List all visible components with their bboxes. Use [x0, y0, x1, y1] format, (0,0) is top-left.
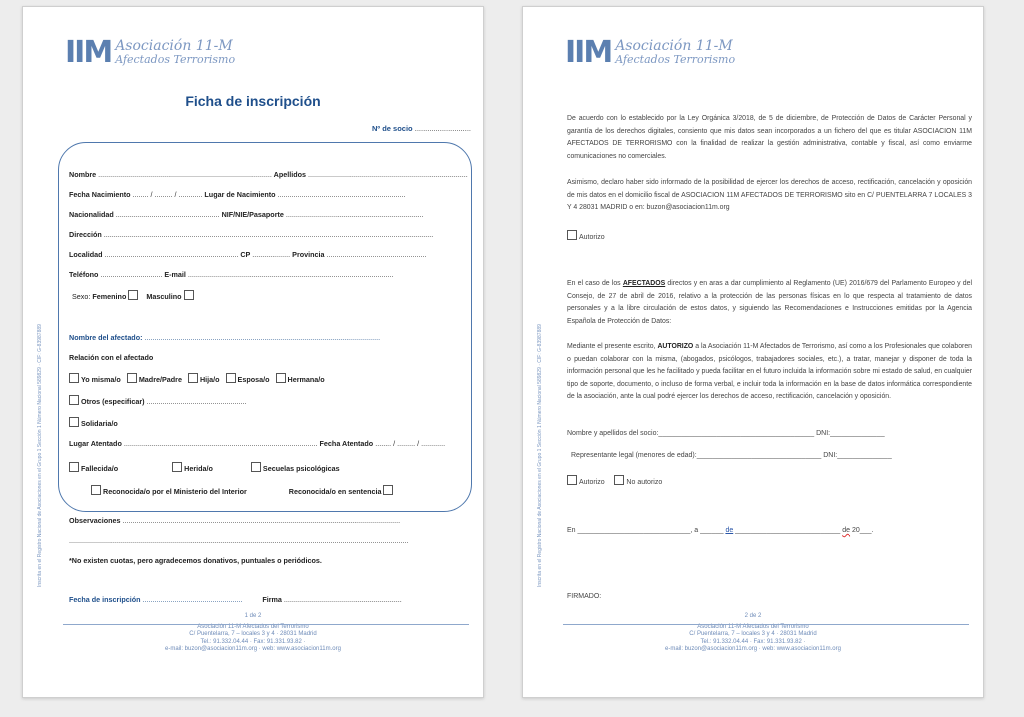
registry-note: Inscrita en el Registro Nacional de Asociaciones en el Grupo 1 Sección 1 Número Nacional 589829 · CIF: G-83987889	[537, 324, 543, 587]
logo-line2: Afectados Terrorismo	[615, 53, 736, 66]
association-logo	[65, 35, 236, 70]
masculino-checkbox[interactable]	[184, 290, 194, 300]
data-protection-paragraph: De acuerdo con lo establecido por la Ley Orgánica 3/2018, de 5 de diciembre, de Protección de Datos de Carácter Personal y garantía de los derechos digitales, consiento que mis datos sean incorporados a un fichero del que es titular ASOCIACION 11M AFECTADOS DE TERRORISMO con la finalidad de realizar la gestión administrativa, contable y fiscal, así como enviarme comunicaciones no comerciales.	[567, 115, 972, 160]
authorization-paragraph: Mediante el presente escrito, AUTORIZO a la Asociación 11-M Afectados de Terrorismo, así como a los Profesionales que colaboren o puedan colaborar con la misma, (abogados, psicólogos, trabajadores sociales, etc.), a tratar, manejar y disponer de toda la información personal que les he facilitado y pueda facilitar en el futuro incluida la información sobre mi estado de salud, en cualquier tipo de soporte, documento, o incluso de forma verbal, e incluir toda la información en la base de datos informática correspondiente de la asociación, ante la cual podré ejercer los derechos de acceso, rectificación, cancelación y oposición.	[567, 343, 972, 401]
firmado-label: FIRMADO:	[567, 593, 602, 600]
secuelas-checkbox[interactable]	[251, 462, 261, 472]
localidad-row[interactable]: Localidad ................................................................... CP ................... Provincia ..................................................	[69, 250, 427, 259]
footer-line4: e-mail: buzon@asociacion11m.org · web: www.asociacion11m.org	[165, 645, 341, 652]
cuotas-note: *No existen cuotas, pero agradecemos donativos, puntuales o periódicos.	[69, 556, 322, 565]
solidaria-row[interactable]: Solidaria/o	[69, 417, 118, 428]
yo-misma-checkbox[interactable]	[69, 373, 79, 383]
page-title: Ficha de inscripción	[185, 93, 321, 109]
relacion-options-row: Yo misma/o Madre/Padre Hija/o Esposa/o Hermana/o	[69, 373, 325, 384]
rights-paragraph: Asimismo, declaro haber sido informado de la posibilidad de ejercer los derechos de acceso, rectificación, cancelación y oposición de mis datos en el domicilio fiscal de ASOCIACION 11M AFECTADOS DE TERRORISMO sito en C/ PUENTELARRA 7 LOCALES 3 Y 4 28031 MADRID o en: buzon@asociacion11m.org	[567, 179, 972, 212]
footer-divider	[563, 624, 969, 625]
footer-line4: e-mail: buzon@asociacion11m.org · web: www.asociacion11m.org	[665, 645, 841, 652]
nombre-afectado-row[interactable]: Nombre del afectado: ......................................................................................................................	[69, 333, 381, 342]
page-number: 1 de 2	[244, 613, 262, 619]
logo-line1: Asociación 11-M	[115, 38, 233, 54]
footer-line2: C/ Puentelarra, 7 – locales 3 y 4 · 28031 Madrid	[689, 631, 817, 638]
relacion-label: Relación con el afectado	[69, 353, 154, 362]
nombre-apellidos-row[interactable]: Nombre ....................................................................................... Apellidos ................................................................................	[69, 170, 468, 179]
footer-line1: Asociación 11-M Afectados del Terrorismo	[697, 624, 809, 631]
reconocida-row: Reconocida/o por el Ministerio del Interior Reconocida/o en sentencia	[91, 485, 395, 496]
logo-mark: IIM	[565, 35, 612, 70]
afectados-paragraph: En el caso de los AFECTADOS directos y en aras a dar cumplimiento al Reglamento (UE) 2016/679 del Parlamento Europeo y del Consejo, de 27 de abril de 2016, relativo a la protección de las personas físicas en lo que respecta al tratamiento de datos personales y a la libre circulación de estos datos, y siguiendo las Recomendaciones e Instrucciones emitidas por la Agencia Española de Protección de Datos:	[567, 280, 972, 325]
lugar-fecha-field[interactable]: En _____________________________, a ______ de ___________________________ de 20___.	[567, 527, 874, 534]
page1-footer	[23, 613, 483, 653]
telefono-row[interactable]: Teléfono ............................... E-mail .......................................................................................................	[69, 270, 394, 279]
nombre-socio-field[interactable]: Nombre y apellidos del socio:________________________________________ DNI:______________	[567, 430, 885, 437]
association-logo	[565, 35, 736, 70]
hija-checkbox[interactable]	[188, 373, 198, 383]
hermana-checkbox[interactable]	[276, 373, 286, 383]
footer-line3: Tel.: 91.332.04.44 · Fax: 91.331.93.82 ·	[700, 638, 806, 645]
madre-padre-checkbox[interactable]	[127, 373, 137, 383]
reconocida-sentencia-checkbox[interactable]	[383, 485, 393, 495]
page-number: 2 de 2	[744, 613, 762, 619]
fecha-nacimiento-row[interactable]: Fecha Nacimiento ........ / ......... / ............ Lugar de Nacimiento ................................................................	[69, 190, 406, 199]
footer-divider	[63, 624, 469, 625]
no-autorizo-checkbox[interactable]	[614, 475, 624, 485]
logo-line2: Afectados Terrorismo	[115, 53, 236, 66]
otros-checkbox[interactable]	[69, 395, 79, 405]
observaciones-line2[interactable]: ..........................................................................................................................................................................	[69, 536, 409, 545]
socio-number-field[interactable]: Nº de socio ...........................	[371, 124, 471, 133]
autorizo-checkbox-2[interactable]	[567, 475, 577, 485]
autorizo-options-2: Autorizo No autorizo	[567, 475, 662, 486]
solidaria-checkbox[interactable]	[69, 417, 79, 427]
logo-line1: Asociación 11-M	[615, 38, 733, 54]
observaciones-row[interactable]: Observaciones ...........................................................................................................................................	[69, 516, 401, 525]
page2-footer	[523, 613, 983, 653]
registry-note: Inscrita en el Registro Nacional de Asociaciones en el Grupo 1 Sección 1 Número Nacional 589829 · CIF: G-83987889	[37, 324, 43, 587]
footer-line2: C/ Puentelarra, 7 – locales 3 y 4 · 28031 Madrid	[189, 631, 317, 638]
estado-row: Fallecida/o Herida/o Secuelas psicológicas	[69, 462, 340, 473]
logo-mark: IIM	[65, 35, 112, 70]
direccion-row[interactable]: Dirección .....................................................................................................................................................................	[69, 230, 434, 239]
representante-field[interactable]: Representante legal (menores de edad):________________________________ DNI:______________	[571, 452, 892, 459]
fallecida-checkbox[interactable]	[69, 462, 79, 472]
lugar-atentado-row[interactable]: Lugar Atentado ................................................................................................. Fecha Atentado ........ / ......... / ............	[69, 439, 446, 448]
nacionalidad-row[interactable]: Nacionalidad .................................................... NIF/NIE/Pasaporte .....................................................................	[69, 210, 424, 219]
form-page-1	[22, 6, 484, 698]
herida-checkbox[interactable]	[172, 462, 182, 472]
otros-row[interactable]: Otros (especificar) ..................................................	[69, 395, 246, 406]
autorizo-checkbox-1[interactable]	[567, 230, 577, 240]
femenino-checkbox[interactable]	[128, 290, 138, 300]
footer-line3: Tel.: 91.332.04.44 · Fax: 91.331.93.82 ·	[200, 638, 306, 645]
autorizo-option-1: Autorizo	[567, 230, 605, 241]
reconocida-ministerio-checkbox[interactable]	[91, 485, 101, 495]
sexo-row: Sexo: Femenino Masculino	[72, 290, 196, 301]
esposa-checkbox[interactable]	[226, 373, 236, 383]
fecha-inscripcion-row[interactable]: Fecha de inscripción .................................................. Firma ...........................................................	[69, 595, 402, 604]
form-page-2	[522, 6, 984, 698]
footer-line1: Asociación 11-M Afectados del Terrorismo	[197, 624, 309, 631]
